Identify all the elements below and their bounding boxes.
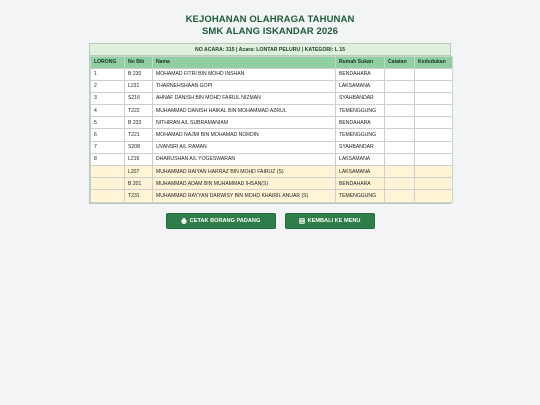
cell-lorong: 8 [91, 153, 125, 165]
cell-bib: T222 [125, 105, 153, 117]
cell-lorong: 2 [91, 80, 125, 92]
cell-bib: B 201 [125, 178, 153, 190]
col-header-catatan: Catatan [385, 57, 415, 69]
cell-catatan[interactable] [385, 117, 415, 129]
entry-sheet [89, 43, 451, 204]
printer-icon [181, 218, 187, 224]
cell-kedudukan[interactable] [415, 117, 453, 129]
cell-kedudukan[interactable] [415, 190, 453, 202]
cell-nama: MUHAMMAD ADAM BIN MUHAMMAD IHSAN(S) [153, 178, 336, 190]
cell-bib: T221 [125, 129, 153, 141]
cell-kedudukan[interactable] [415, 80, 453, 92]
table-row [91, 117, 453, 129]
cell-kedudukan[interactable] [415, 92, 453, 104]
cell-catatan[interactable] [385, 129, 415, 141]
col-header-nama: Nama [153, 57, 336, 69]
entries-table [90, 56, 453, 203]
cell-kedudukan[interactable] [415, 153, 453, 165]
cell-catatan[interactable] [385, 166, 415, 178]
col-header-kedudukan: Kedudukan [415, 57, 453, 69]
cell-rumah: LAKSAMANA [336, 80, 385, 92]
cell-nama: UVANSRI A/L RAMAN [153, 141, 336, 153]
cell-kedudukan[interactable] [415, 129, 453, 141]
cell-nama: DHARUSHAN A/L YOGESWARAN [153, 153, 336, 165]
table-row [91, 190, 453, 202]
cell-rumah: SYAHBANDAR [336, 141, 385, 153]
cell-kedudukan[interactable] [415, 68, 453, 80]
cell-catatan[interactable] [385, 68, 415, 80]
cell-lorong [91, 166, 125, 178]
cell-catatan[interactable] [385, 141, 415, 153]
print-button[interactable] [166, 213, 276, 229]
cell-nama: MUHAMMAD RAYYAN DARWISY BIN MOHD KHAIRIL ANUAR (S) [153, 190, 336, 202]
cell-rumah: TEMENGGUNG [336, 105, 385, 117]
table-row [91, 68, 453, 80]
cell-lorong: 3 [91, 92, 125, 104]
table-row [91, 80, 453, 92]
cell-rumah: BENDAHARA [336, 68, 385, 80]
cell-rumah: LAKSAMANA [336, 153, 385, 165]
cell-kedudukan[interactable] [415, 166, 453, 178]
print-button-label: CETAK BORANG PADANG [189, 218, 261, 224]
cell-bib: T231 [125, 190, 153, 202]
table-row [91, 153, 453, 165]
cell-catatan[interactable] [385, 153, 415, 165]
cell-nama: MOHAMAD NAJMI BIN MOHAMAD NORDIN [153, 129, 336, 141]
cell-rumah: LAKSAMANA [336, 166, 385, 178]
cell-bib: L207 [125, 166, 153, 178]
table-row [91, 141, 453, 153]
back-button-label: KEMBALI KE MENU [307, 218, 361, 224]
cell-lorong: 4 [91, 105, 125, 117]
col-header-bib: No Bib [125, 57, 153, 69]
table-row [91, 178, 453, 190]
cell-bib: S208 [125, 141, 153, 153]
cell-kedudukan[interactable] [415, 105, 453, 117]
cell-rumah: BENDAHARA [336, 178, 385, 190]
cell-nama: MOHAMAD FITRI BIN MOHD INSHAN [153, 68, 336, 80]
cell-rumah: TEMENGGUNG [336, 129, 385, 141]
cell-lorong: 6 [91, 129, 125, 141]
table-row [91, 92, 453, 104]
cell-bib: B 233 [125, 117, 153, 129]
cell-catatan[interactable] [385, 92, 415, 104]
action-buttons [0, 213, 540, 229]
page-title [0, 14, 540, 38]
cell-lorong [91, 190, 125, 202]
cell-rumah: SYAHBANDAR [336, 92, 385, 104]
cell-catatan[interactable] [385, 80, 415, 92]
cell-kedudukan[interactable] [415, 141, 453, 153]
cell-lorong [91, 178, 125, 190]
cell-nama: NITHIRAN A/L SUBRAMANIAM [153, 117, 336, 129]
cell-lorong: 1 [91, 68, 125, 80]
title-line-1: KEJOHANAN OLAHRAGA TAHUNAN [185, 14, 355, 25]
title-line-2: SMK ALANG ISKANDAR 2026 [201, 26, 339, 37]
cell-catatan[interactable] [385, 178, 415, 190]
table-row [91, 105, 453, 117]
cell-bib: L231 [125, 80, 153, 92]
menu-grid-icon [299, 218, 305, 224]
cell-lorong: 7 [91, 141, 125, 153]
cell-kedudukan[interactable] [415, 178, 453, 190]
cell-rumah: TEMENGGUNG [336, 190, 385, 202]
cell-bib: S216 [125, 92, 153, 104]
table-body [91, 68, 453, 202]
table-header-row [91, 57, 453, 69]
cell-nama: THARNEHSHAAN GOPI [153, 80, 336, 92]
cell-rumah: BENDAHARA [336, 117, 385, 129]
col-header-lorong: LORONG [91, 57, 125, 69]
cell-catatan[interactable] [385, 105, 415, 117]
col-header-rumah: Rumah Sukan [336, 57, 385, 69]
cell-bib: B 230 [125, 68, 153, 80]
table-row [91, 166, 453, 178]
cell-nama: MUHAMMAD DANISH HAIKAL BIN MOHAMMAD AZRUL [153, 105, 336, 117]
cell-lorong: 5 [91, 117, 125, 129]
table-row [91, 129, 453, 141]
cell-catatan[interactable] [385, 190, 415, 202]
event-info-bar: NO ACARA: 315 | Acara: LONTAR PELURU | KATEGORI: L 15 [90, 44, 450, 56]
back-to-menu-button[interactable] [285, 213, 375, 229]
cell-bib: L216 [125, 153, 153, 165]
cell-nama: MUHAMMAD RAIYAN HARRAZ BIN MOHD FAIRUZ (S) [153, 166, 336, 178]
cell-nama: AHNAF DANISH BIN MOHD FAIRUL NIZMAN [153, 92, 336, 104]
